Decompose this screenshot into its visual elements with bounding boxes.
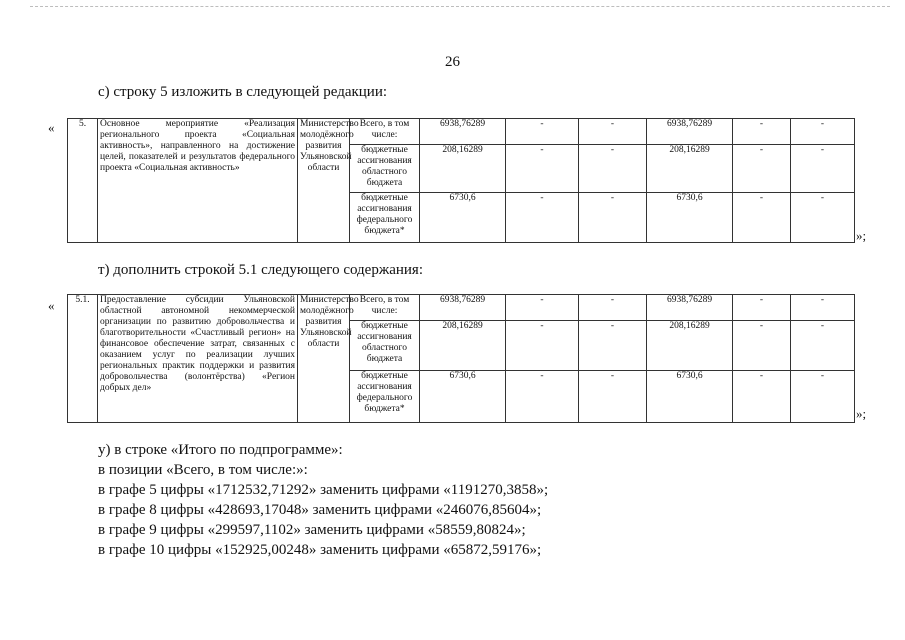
value-cell: - bbox=[791, 321, 855, 371]
scan-edge-artifact bbox=[30, 6, 890, 7]
amendment-line: в графе 10 цифры «152925,00248» заменить цифрами «65872,59176»; bbox=[98, 542, 542, 558]
value-cell: - bbox=[506, 193, 579, 243]
section-u-heading: у) в строке «Итого по подпрограмме»: bbox=[98, 442, 343, 458]
amendment-line: в графе 5 цифры «1712532,71292» заменить цифрами «1191270,3858»; bbox=[98, 482, 549, 498]
section-c-heading: с) строку 5 изложить в следующей редакции: bbox=[98, 84, 388, 100]
value-cell: - bbox=[733, 295, 791, 321]
section-c-quote-close: »; bbox=[856, 228, 867, 243]
section-c-table bbox=[67, 118, 855, 243]
value-cell: - bbox=[791, 193, 855, 243]
source-label: Всего, в том числе: bbox=[350, 119, 420, 145]
amendment-line: в графе 8 цифры «428693,17048» заменить цифрами «246076,85604»; bbox=[98, 502, 542, 518]
value-cell: 6938,76289 bbox=[647, 119, 733, 145]
value-cell: - bbox=[579, 321, 647, 371]
value-cell: - bbox=[506, 321, 579, 371]
source-label: Всего, в том числе: bbox=[350, 295, 420, 321]
row-executor: Министерство молодёжного развития Ульяновской области bbox=[298, 295, 350, 423]
value-cell: - bbox=[733, 321, 791, 371]
value-cell: 208,16289 bbox=[420, 145, 506, 193]
value-cell: - bbox=[506, 295, 579, 321]
row-number: 5.1. bbox=[68, 295, 98, 423]
section-c-quote-open: « bbox=[48, 120, 55, 135]
value-cell: - bbox=[506, 371, 579, 423]
value-cell: - bbox=[579, 295, 647, 321]
value-cell: - bbox=[579, 145, 647, 193]
section-t-table bbox=[67, 294, 855, 423]
value-cell: 6938,76289 bbox=[420, 295, 506, 321]
value-cell: 6730,6 bbox=[420, 371, 506, 423]
amendment-line: в позиции «Всего, в том числе:»: bbox=[98, 462, 308, 478]
source-label: бюджетные ассигнования областного бюджета bbox=[350, 145, 420, 193]
value-cell: - bbox=[791, 119, 855, 145]
value-cell: 208,16289 bbox=[647, 321, 733, 371]
row-name: Предоставление субсидии Ульяновской областной автономной некоммерческой организации по развитию добровольчества и благотворительности «Счастливый регион» на финансовое обеспечение затрат, связанных с оказанием услуг по реализации лучших региональных практик поддержки и развития добровольчества (волонтёрства) «Регион добрых дел» bbox=[98, 295, 298, 423]
section-t-quote-close: »; bbox=[856, 406, 867, 421]
value-cell: - bbox=[733, 371, 791, 423]
value-cell: - bbox=[791, 371, 855, 423]
row-name: Основное мероприятие «Реализация регионального проекта «Социальная активность», направленного на достижение целей, показателей и результатов федерального проекта «Социальная активность» bbox=[98, 119, 298, 243]
section-t-heading: т) дополнить строкой 5.1 следующего содержания: bbox=[98, 262, 423, 278]
value-cell: - bbox=[579, 371, 647, 423]
value-cell: - bbox=[579, 193, 647, 243]
section-u bbox=[98, 440, 548, 560]
value-cell: - bbox=[733, 119, 791, 145]
value-cell: 6730,6 bbox=[647, 371, 733, 423]
value-cell: 208,16289 bbox=[647, 145, 733, 193]
value-cell: - bbox=[579, 119, 647, 145]
amendment-line: в графе 9 цифры «299597,1102» заменить цифрами «58559,80824»; bbox=[98, 522, 526, 538]
page-number: 26 bbox=[445, 54, 460, 70]
value-cell: 208,16289 bbox=[420, 321, 506, 371]
value-cell: - bbox=[791, 295, 855, 321]
section-t-quote-open: « bbox=[48, 298, 55, 313]
row-executor: Министерство молодёжного развития Ульяновской области bbox=[298, 119, 350, 243]
value-cell: 6730,6 bbox=[647, 193, 733, 243]
value-cell: - bbox=[733, 145, 791, 193]
row-number: 5. bbox=[68, 119, 98, 243]
value-cell: - bbox=[733, 193, 791, 243]
source-label: бюджетные ассигнования федерального бюджета* bbox=[350, 193, 420, 243]
value-cell: - bbox=[506, 119, 579, 145]
value-cell: 6730,6 bbox=[420, 193, 506, 243]
value-cell: - bbox=[791, 145, 855, 193]
source-label: бюджетные ассигнования федерального бюджета* bbox=[350, 371, 420, 423]
value-cell: - bbox=[506, 145, 579, 193]
table-row bbox=[68, 295, 855, 321]
source-label: бюджетные ассигнования областного бюджета bbox=[350, 321, 420, 371]
value-cell: 6938,76289 bbox=[420, 119, 506, 145]
value-cell: 6938,76289 bbox=[647, 295, 733, 321]
table-row bbox=[68, 119, 855, 145]
